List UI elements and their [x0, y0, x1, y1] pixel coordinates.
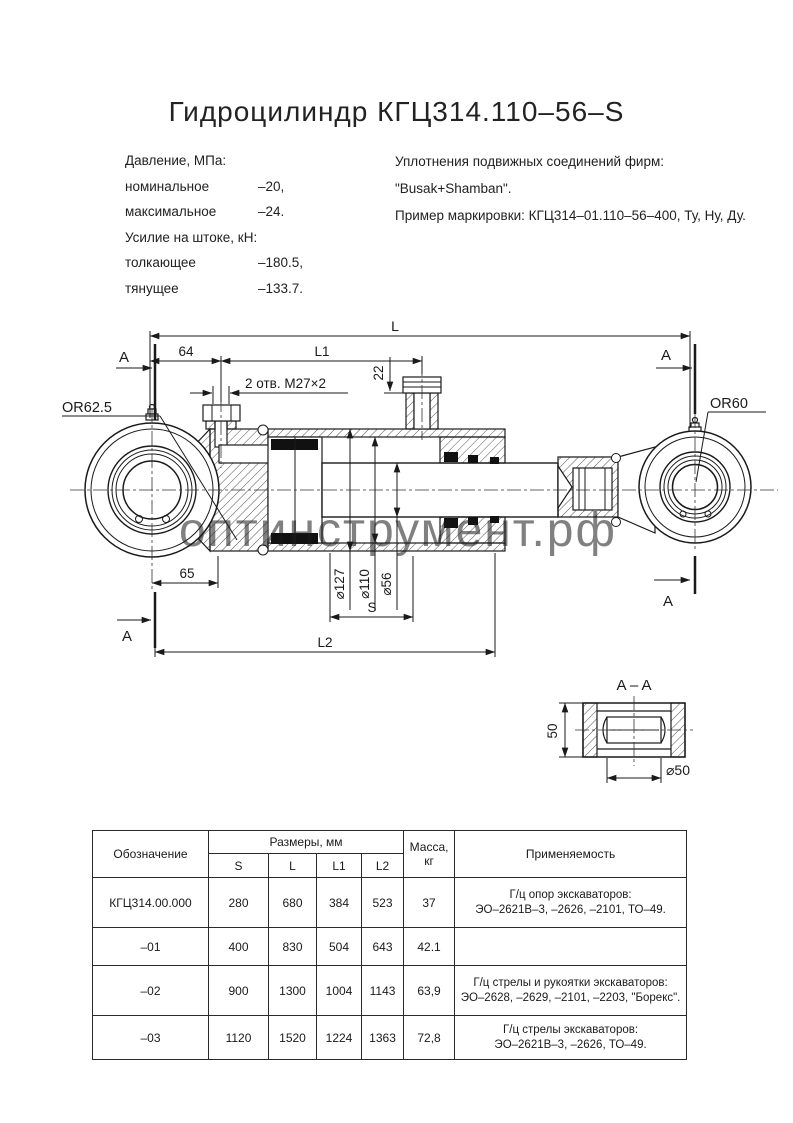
weld-bead	[258, 425, 268, 435]
mass-line1: Масса,	[409, 840, 449, 854]
watermark: оптинструмент.рф	[179, 504, 617, 557]
cell-application: Г/ц стрелы и рукоятки экскаваторов: ЭО–2628, –2629, –2101, –2203, "Борекс".	[455, 966, 687, 1016]
cell-l2: 523	[362, 878, 404, 928]
section-view-title: A – A	[616, 677, 652, 694]
dim-64: 64	[178, 344, 194, 359]
col-header-l1: L1	[317, 854, 362, 878]
section-letter: A	[660, 347, 672, 364]
marking-note: Пример маркировки: КГЦ314–01.110–56–400, Ту, Ну, Ду.	[395, 208, 746, 223]
col-header-dims-group: Размеры, мм	[209, 831, 404, 854]
cell-l2: 1143	[362, 966, 404, 1016]
mass-line2: кг	[424, 854, 434, 868]
dim-50: 50	[545, 723, 560, 739]
cell-l: 830	[269, 928, 317, 966]
spec-row	[125, 199, 303, 225]
size-table	[92, 830, 687, 1060]
dim-L: L	[391, 318, 399, 334]
or-left-label: OR62.5	[62, 400, 112, 416]
cell-mass: 63,9	[404, 966, 455, 1016]
section-letter: A	[662, 593, 674, 610]
cell-application	[455, 928, 687, 966]
cell-s: 400	[209, 928, 269, 966]
cell-designation: –01	[93, 928, 209, 966]
dim-d50: ⌀50	[666, 762, 691, 778]
cell-l: 1300	[269, 966, 317, 1016]
cell-l: 1520	[269, 1016, 317, 1060]
cell-application: Г/ц опор экскаваторов: ЭО–2621В–3, –2626, –2101, ТО–49.	[455, 878, 687, 928]
spec-value: –20,	[258, 178, 285, 194]
pressure-header: Давление, МПа:	[125, 153, 227, 168]
section-letter: A	[118, 349, 130, 366]
cell-mass: 72,8	[404, 1016, 455, 1060]
cell-l1: 1224	[317, 1016, 362, 1060]
cell-designation: –02	[93, 966, 209, 1016]
cell-s: 1120	[209, 1016, 269, 1060]
cell-mass: 42.1	[404, 928, 455, 966]
spec-label: тянущее	[125, 280, 179, 296]
spec-value: –133.7.	[258, 280, 304, 296]
dim-S: S	[367, 600, 377, 615]
spec-label: максимальное	[125, 204, 217, 219]
dim-22: 22	[371, 365, 386, 381]
page-title: Гидроцилиндр КГЦ314.110–56–S	[168, 96, 625, 127]
cell-l1: 384	[317, 878, 362, 928]
brand-note: "Busak+Shamban".	[395, 181, 512, 196]
seals-note: Уплотнения подвижных соединений фирм:	[395, 154, 665, 169]
spec-value: –180.5,	[258, 255, 304, 270]
or-right-label: OR60	[710, 396, 748, 412]
dim-d110: ⌀110	[357, 569, 372, 599]
cell-l: 680	[269, 878, 317, 928]
dim-L2: L2	[317, 635, 333, 650]
dim-65: 65	[179, 566, 195, 581]
spec-block	[125, 148, 303, 301]
cell-l2: 1363	[362, 1016, 404, 1060]
table-row	[93, 928, 687, 966]
cell-l2: 643	[362, 928, 404, 966]
spec-row	[125, 174, 303, 200]
spec-label: толкающее	[125, 255, 196, 270]
table-row	[93, 966, 687, 1016]
dim-d127: ⌀127	[332, 568, 347, 600]
cell-l1: 504	[317, 928, 362, 966]
col-header-l: L	[269, 854, 317, 878]
cell-mass: 37	[404, 878, 455, 928]
col-header-l2: L2	[362, 854, 404, 878]
section-letter: A	[121, 628, 133, 645]
cell-designation: –03	[93, 1016, 209, 1060]
cell-s: 280	[209, 878, 269, 928]
col-header-mass	[404, 831, 455, 878]
spec-value: –24.	[258, 204, 285, 219]
table-row	[93, 1016, 687, 1060]
force-header: Усилие на штоке, кН:	[125, 229, 258, 245]
ports-callout: 2 отв. М27×2	[245, 376, 326, 391]
spec-row	[125, 276, 303, 302]
cell-application: Г/ц стрелы экскаваторов: ЭО–2621В–3, –2626, ТО–49.	[455, 1016, 687, 1060]
cell-l1: 1004	[317, 966, 362, 1016]
spec-label: номинальное	[125, 178, 210, 194]
cell-designation: КГЦ314.00.000	[93, 878, 209, 928]
col-header-designation: Обозначение	[93, 831, 209, 878]
notes-block	[395, 148, 746, 229]
col-header-application: Применяемость	[455, 831, 687, 878]
dim-d56: ⌀56	[379, 572, 394, 596]
spec-row	[125, 250, 303, 276]
cell-s: 900	[209, 966, 269, 1016]
cylinder-drawing	[0, 300, 793, 810]
table-row	[93, 878, 687, 928]
col-header-s: S	[209, 854, 269, 878]
dim-L1: L1	[314, 344, 330, 359]
